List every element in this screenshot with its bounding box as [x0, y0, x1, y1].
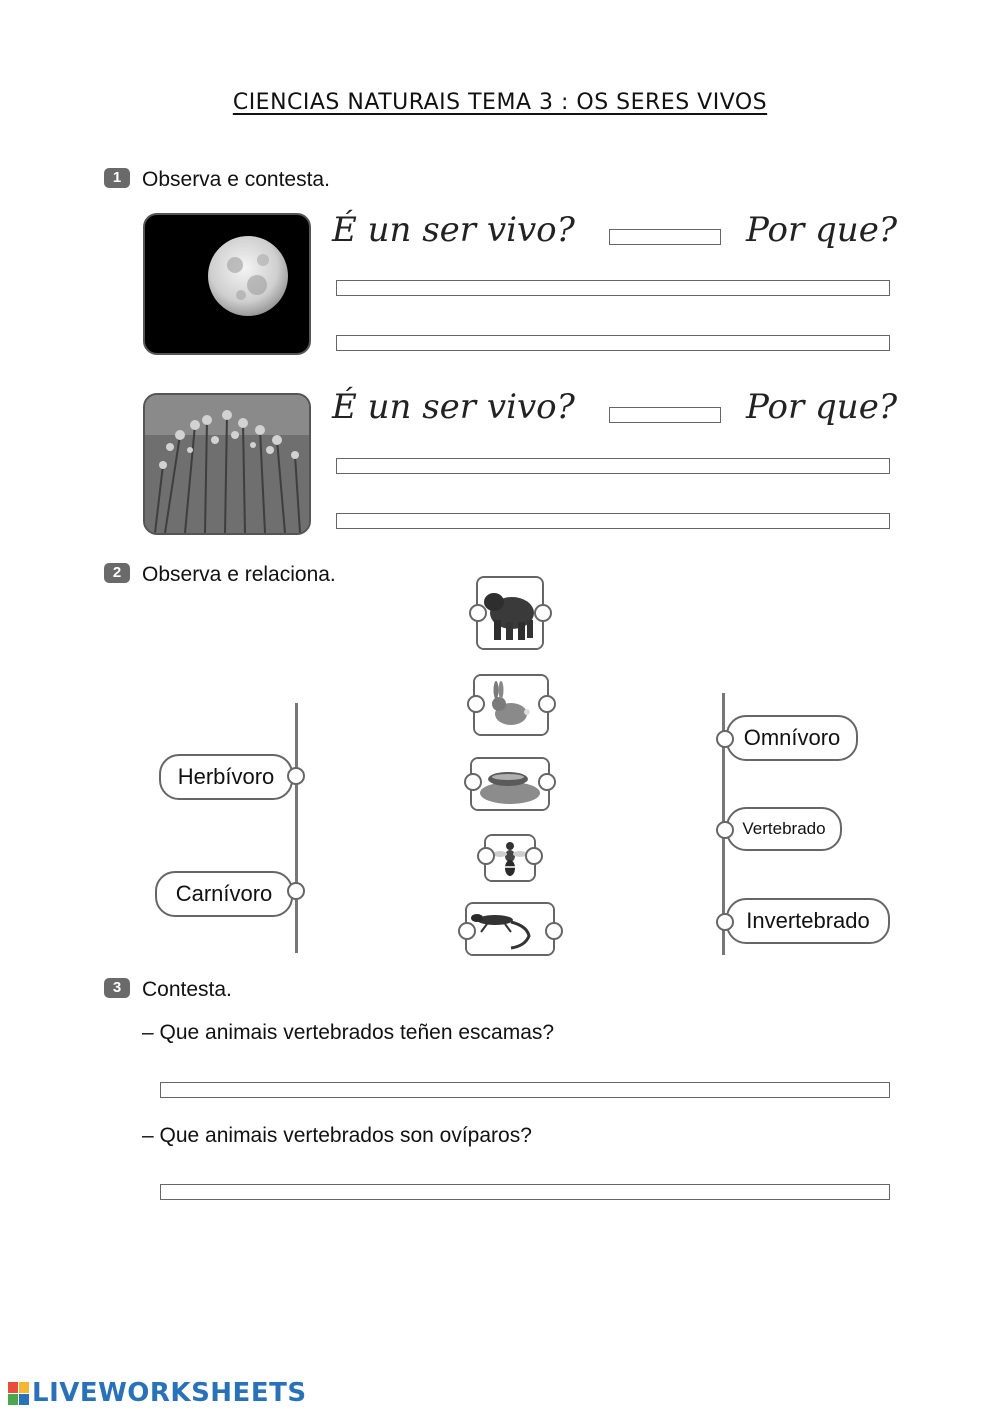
is-living-answer-field-2[interactable]	[609, 407, 721, 423]
lizard-image	[465, 902, 555, 956]
question-scales: – Que animais vertebrados teñen escamas?	[142, 1021, 555, 1044]
is-living-answer-field-1[interactable]	[609, 229, 721, 245]
lavender-plant-photo	[143, 393, 311, 535]
answer-field-scales[interactable]	[160, 1082, 890, 1098]
caterpillar-connector-right[interactable]	[538, 773, 556, 791]
section-1-label: Observa e contesta.	[142, 168, 330, 191]
section-number-2: 2	[104, 563, 130, 583]
why-answer-field-2b[interactable]	[336, 513, 890, 529]
is-living-question-2: É un ser vivo?	[332, 387, 575, 427]
herbivore-label: Herbívoro	[159, 754, 293, 800]
question-oviparous: – Que animais vertebrados son ovíparos?	[142, 1124, 532, 1147]
why-answer-field-1b[interactable]	[336, 335, 890, 351]
invertebrate-connector[interactable]	[716, 913, 734, 931]
section-2-label: Observa e relaciona.	[142, 563, 336, 586]
caterpillar-connector-left[interactable]	[464, 773, 482, 791]
herbivore-connector[interactable]	[287, 767, 305, 785]
rabbit-connector-left[interactable]	[467, 695, 485, 713]
carnivore-connector[interactable]	[287, 882, 305, 900]
invertebrate-label: Invertebrado	[726, 898, 890, 944]
answer-field-oviparous[interactable]	[160, 1184, 890, 1200]
moon-photo	[143, 213, 311, 355]
is-living-question-1: É un ser vivo?	[332, 210, 575, 250]
left-divider-line	[295, 703, 298, 953]
wasp-connector-left[interactable]	[477, 847, 495, 865]
bear-connector-left[interactable]	[469, 604, 487, 622]
lizard-connector-left[interactable]	[458, 922, 476, 940]
section-number-1: 1	[104, 168, 130, 188]
section-3-label: Contesta.	[142, 978, 232, 1001]
liveworksheets-logo-text[interactable]: LIVEWORKSHEETS	[32, 1378, 307, 1408]
carnivore-label: Carnívoro	[155, 871, 293, 917]
wasp-connector-right[interactable]	[525, 847, 543, 865]
bear-connector-right[interactable]	[534, 604, 552, 622]
worksheet-title: CIENCIAS NATURAIS TEMA 3 : OS SERES VIVOS	[232, 90, 768, 115]
liveworksheets-logo-icon	[8, 1382, 30, 1406]
section-number-3: 3	[104, 978, 130, 998]
omnivore-label: Omnívoro	[726, 715, 858, 761]
why-label-1: Por que?	[746, 210, 898, 250]
why-label-2: Por que?	[746, 387, 898, 427]
vertebrate-connector[interactable]	[716, 821, 734, 839]
why-answer-field-2a[interactable]	[336, 458, 890, 474]
omnivore-connector[interactable]	[716, 730, 734, 748]
rabbit-connector-right[interactable]	[538, 695, 556, 713]
vertebrate-label: Vertebrado	[726, 807, 842, 851]
lizard-connector-right[interactable]	[545, 922, 563, 940]
why-answer-field-1a[interactable]	[336, 280, 890, 296]
